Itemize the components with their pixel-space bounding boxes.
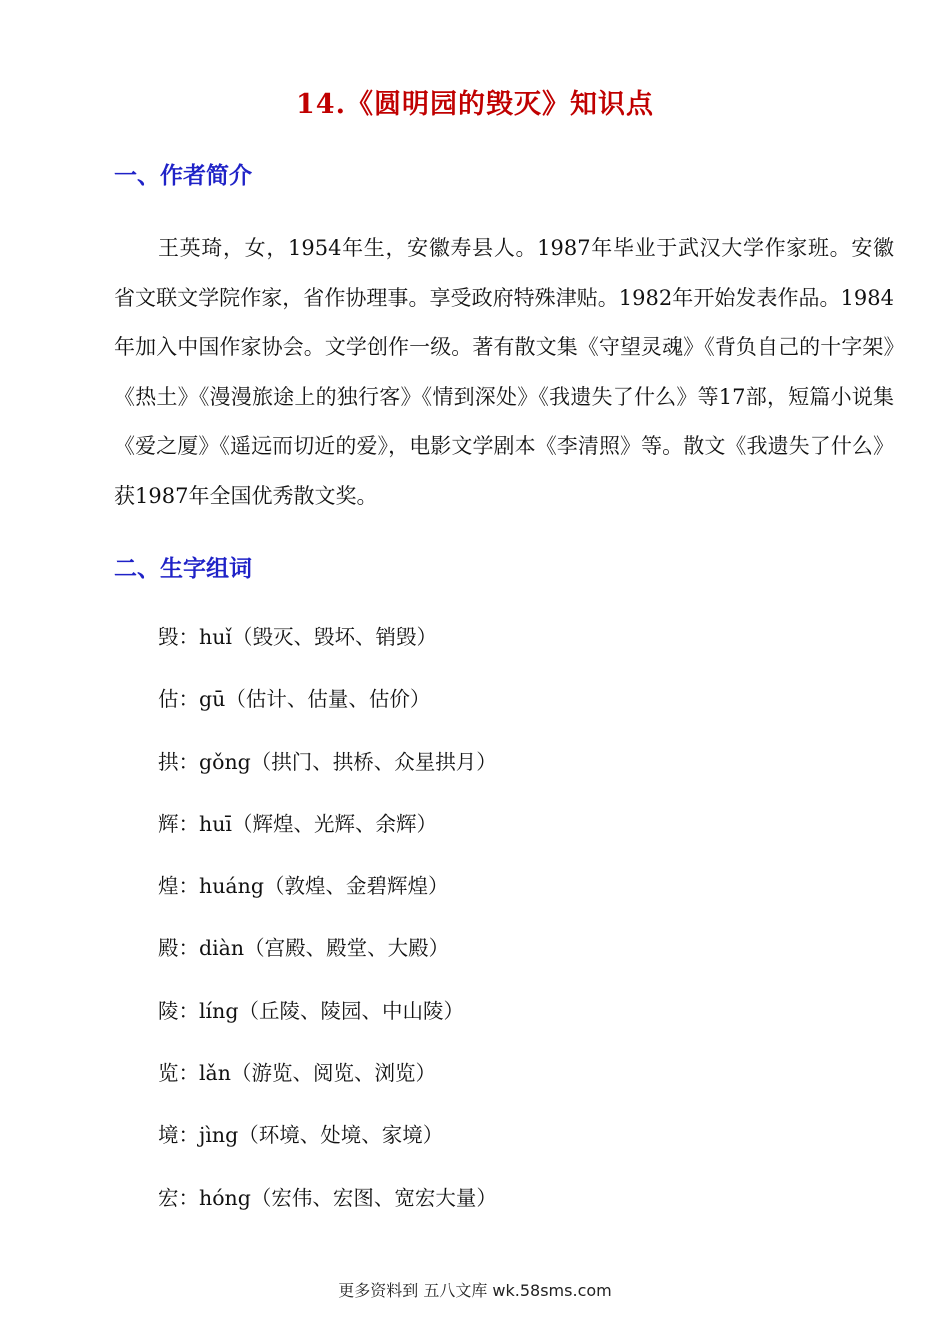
footer-watermark-text: 更多资料到 五八文库 wk.58sms.com xyxy=(338,1281,612,1300)
vocabulary-list xyxy=(158,618,497,1241)
vocab-item-lan: 览：lǎn（游览、阅览、浏览） xyxy=(158,1061,436,1086)
vocab-item-ling: 陵：líng（丘陵、陵园、中山陵） xyxy=(158,998,464,1023)
section-heading-vocabulary: 二、生字组词 xyxy=(114,555,252,582)
vocab-item-gu: 估：gū（估计、估量、估价） xyxy=(158,687,431,712)
vocab-item-jing: 境：jìng（环境、处境、家境） xyxy=(158,1123,444,1148)
section-heading-author: 一、作者简介 xyxy=(114,162,252,189)
vocab-item-hui: 毁：huǐ（毁灭、毁坏、销毁） xyxy=(158,625,437,649)
author-bio-paragraph: 王英琦，女，1954年生，安徽寿县人。1987年毕业于武汉大学作家班。安徽省文联文学院作家，省作协理事。享受政府特殊津贴。1982年开始发表作品。1984年加入中国作家协会。文学创作一级。著有散文集《守望灵魂》《背负自己的十字架》《热土》《漫漫旅途上的独行客》《情到深处》《我遗失了什么》等17部，短篇小说集《爱之厦》《遥远而切近的爱》，电影文学剧本《李清照》等。散文《我遗失了什么》获1987年全国优秀散文奖。 xyxy=(114,236,894,508)
vocab-item-huang: 煌：huáng（敦煌、金碧辉煌） xyxy=(158,874,449,899)
vocab-item-dian: 殿：diàn（宫殿、殿堂、大殿） xyxy=(158,936,450,961)
vocab-item-hong: 宏：hóng（宏伟、宏图、宽宏大量） xyxy=(158,1185,497,1210)
vocab-item-gong: 拱：gǒng（拱门、拱桥、众星拱月） xyxy=(158,749,497,774)
vocab-item-hui-radiance: 辉：huī（辉煌、光辉、余辉） xyxy=(158,811,437,836)
page-title: 14.《圆明园的毁灭》知识点 xyxy=(296,89,654,120)
